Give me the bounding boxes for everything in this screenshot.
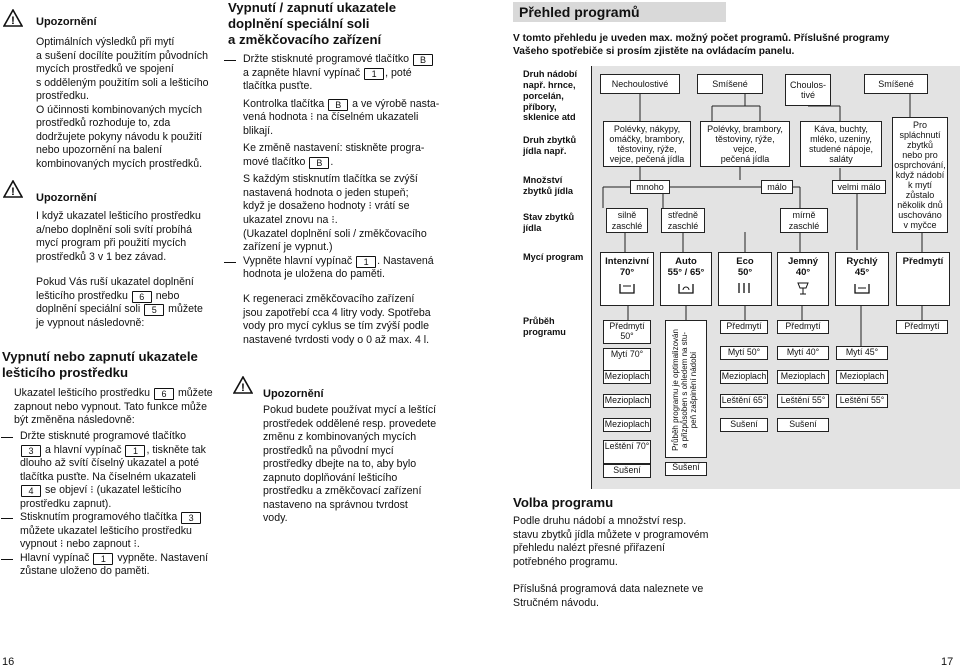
text-line: Druh zbytků <box>523 135 577 145</box>
text-line: mléko, uzeniny, <box>810 133 872 144</box>
text-line: Pokud budete používat mycí a leštící <box>263 404 437 416</box>
text-line: uschováno <box>898 210 942 221</box>
list-item: Hlavní vypínač 1 vypněte. Nastavení zůstane uloženo do paměti. <box>0 552 230 579</box>
text-line: a přizpůsoben s ohledem na stu- <box>679 331 689 449</box>
text-line: prostředků rozhoduje to, zda <box>36 117 171 130</box>
text-line: saláty <box>829 154 853 165</box>
program-box <box>718 252 772 306</box>
text-line: několik dnů <box>897 200 943 211</box>
key-6: 6 <box>154 388 174 400</box>
text-line: omáčky, brambory, <box>609 133 685 144</box>
list-item: Držte stisknuté programové tlačítko 3 a hlavní vypínač 1 , tiskněte tak dlouho až svítí číselný ukazatel a poté tlačítka pusťte. Na číselném ukazateli 4 se objeví ⁝ (ukazatel lešticího prostředku zapnut). <box>0 430 230 511</box>
text-line: mírně <box>792 210 816 221</box>
text-line: spláchnutí <box>899 129 941 140</box>
row-label-progress <box>523 316 566 338</box>
paragraph: K regeneraci změkčovacího zařízení jsou zapotřebí cca 4 litry vody. Spotřeba vody pro mycí cyklus se tím zvýší podle nastavené tvrdosti vody o 0 až max. 4 l. <box>243 293 431 346</box>
program-name: Intenzivní <box>605 256 649 267</box>
category-mixed-2: Smíšené <box>864 74 928 94</box>
text-line: Průběh programu je optimalizován <box>671 329 680 451</box>
text-line: Optimálních výsledků při mytí <box>36 36 175 48</box>
section-title: Vypnutí nebo zapnutí ukazatele lešticího prostředku <box>2 349 198 380</box>
step-box: Mezioplach <box>603 394 651 408</box>
text-line: Druh nádobí <box>523 69 578 79</box>
step-box: Sušení <box>603 464 651 478</box>
text-line: když nádobí <box>895 169 945 180</box>
row-label-program: Mycí program <box>523 252 584 262</box>
text-line: a/nebo doplnění soli svítí probíhá <box>36 223 193 236</box>
page-number: 16 <box>2 656 15 668</box>
step-box: Mezioplach <box>603 370 651 384</box>
text-line: vody. <box>263 512 288 525</box>
paragraph <box>513 515 743 569</box>
list-item: Vypněte hlavní vypínač 1 . Nastavená hodnota je uložena do paměti. <box>223 255 463 282</box>
text-line: příbory, <box>523 101 557 112</box>
program-temp: 40° <box>795 267 811 279</box>
svg-text:!: ! <box>241 382 245 394</box>
text-line: středně <box>667 210 699 221</box>
paragraph <box>513 583 743 610</box>
step-box: Leštění 55° <box>836 394 888 408</box>
program-box <box>896 252 950 306</box>
text-line: Polévky, nákypy, <box>613 123 681 134</box>
warning-paragraph: Pokud Vás ruší ukazatel doplnění lešticího prostředku 6 nebo doplnění speciální soli 5 můžete je vypnout následovně: <box>36 276 203 329</box>
key-b: B <box>413 54 433 66</box>
text-line: nebo upozornění na balení <box>36 144 163 157</box>
text-line: a sušení docílíte použitím původních <box>36 49 208 62</box>
step-box: Mezioplach <box>720 370 768 384</box>
amount-very-little: velmi málo <box>832 180 886 194</box>
category-robust: Nechoulostivé <box>600 74 680 94</box>
warning-title: Upozornění <box>36 16 97 28</box>
step-box: Mezioplach <box>777 370 829 384</box>
step-box: Předmytí <box>720 320 768 334</box>
step-box: Mytí 45° <box>836 346 888 360</box>
text-line: těstoviny, rýže, <box>715 133 775 144</box>
key-4: 4 <box>21 485 41 497</box>
program-name: Předmytí <box>902 256 944 267</box>
state-heavy <box>606 208 648 233</box>
text-line: např. hrnce, <box>523 79 576 90</box>
step-box: Leštění 55° <box>777 394 829 408</box>
text-line: těstoviny, rýže, <box>617 144 677 154</box>
text-line: Polévky, brambory, <box>707 123 783 134</box>
key-1: 1 <box>364 68 384 80</box>
text-line: vejce, <box>733 144 757 154</box>
text-line: stavu zbytků jídla můžete v programovém <box>513 528 709 541</box>
program-temp: 45° <box>854 267 870 279</box>
step-box: Předmytí <box>896 320 948 334</box>
program-name: Jemný <box>787 256 819 267</box>
text-line: pečená jídla <box>720 154 770 165</box>
food-type-4 <box>892 117 948 233</box>
text-line: jídla např. <box>523 145 567 156</box>
text-line: zapnuto doplňování lešticího <box>263 471 398 484</box>
text-line: Podle druhu nádobí a množství resp. <box>513 515 687 527</box>
amount-little: málo <box>761 180 793 194</box>
program-name: Eco <box>736 256 754 267</box>
quick-icon <box>836 282 888 297</box>
key-b: B <box>328 99 348 111</box>
text-line: Množství <box>523 175 563 185</box>
category-mixed: Smíšené <box>697 74 763 94</box>
text-line: studené nápoje, <box>808 144 874 154</box>
step-box: Mytí 50° <box>720 346 768 360</box>
text-line: prostředky dbejte na to, aby bylo <box>263 458 417 471</box>
row-label-food-type <box>523 135 576 157</box>
text-line: změnu z kombinovaných mycích <box>263 431 417 444</box>
program-box <box>835 252 889 306</box>
text-line: přehledu nalézt přesné přiřazení <box>513 542 665 555</box>
section-body: Ukazatel lešticího prostředku 6 můžete zapnout nebo vypnout. Tato funkce může být změněna následovně: <box>14 387 213 427</box>
svg-text:!: ! <box>11 15 15 27</box>
key-1: 1 <box>356 256 376 268</box>
state-medium <box>661 208 705 233</box>
key-1: 1 <box>125 445 145 457</box>
text-line: zaschlé <box>667 220 699 231</box>
step-box: Sušení <box>665 462 707 476</box>
pot-icon <box>601 282 653 297</box>
text-line: programu <box>523 326 566 337</box>
text-line: prostředku. <box>36 90 89 103</box>
step-box: Sušení <box>720 418 768 432</box>
step-box: Leštění 70° <box>603 440 651 464</box>
program-name: Auto <box>675 256 697 267</box>
text-line: s odděleným použitím soli a lešticího <box>36 76 209 89</box>
text-line: dodržujete pokyny návodu k použití <box>36 130 203 143</box>
text-line: prostředků 3 v 1 bez závad. <box>36 250 167 263</box>
program-temp: 70° <box>619 267 635 279</box>
text-line: mycí program při použití mycích <box>36 237 187 250</box>
svg-text:!: ! <box>11 186 15 198</box>
program-name: Rychlý <box>846 256 878 267</box>
program-box <box>777 252 829 306</box>
step-box: Předmytí 50° <box>603 320 651 344</box>
step-box: Mezioplach <box>836 370 888 384</box>
program-temp: 50° <box>737 267 753 279</box>
row-label-state <box>523 212 574 234</box>
key-3: 3 <box>21 445 41 457</box>
text-line: Choulos- <box>789 79 827 90</box>
text-line: zbytků jídla <box>523 185 574 196</box>
category-delicate <box>785 74 831 106</box>
text-line: zaschlé <box>611 220 643 231</box>
step-box: Leštění 65° <box>720 394 768 408</box>
step-box: Mezioplach <box>603 418 651 432</box>
list-item: Stisknutím programového tlačítka 3 můžete ukazatel lešticího prostředku vypnout ⁝ nebo zapnout ⁝. <box>0 511 230 552</box>
auto-program-note <box>665 320 707 458</box>
text-line: porcelán, <box>523 90 564 101</box>
text-line: Pro <box>912 119 927 130</box>
text-line: mycích prostředků ve spojení <box>36 63 174 76</box>
intro-text: V tomto přehledu je uveden max. možný počet programů. Příslušné programy Vašeho spotřebiče si prosím zjistěte na ovládacím panelu. <box>513 33 890 57</box>
amount-much: mnoho <box>630 180 670 194</box>
text-line: zůstalo <box>905 190 935 201</box>
text-line: vejce, pečená jídla <box>609 154 685 165</box>
text-line: tivé <box>800 90 815 100</box>
step-box: Předmytí <box>777 320 829 334</box>
text-line: Průběh <box>523 316 555 326</box>
text-line: silně <box>617 210 637 221</box>
program-box <box>600 252 654 306</box>
text-line: zaschlé <box>788 220 820 231</box>
row-label-dish-type <box>523 69 577 123</box>
text-line: prostředků na původní mycí <box>263 444 394 457</box>
text-line: Stručném návodu. <box>513 596 599 609</box>
text-line: jídla <box>523 222 542 233</box>
glass-icon <box>778 282 828 299</box>
text-line: osprchování, <box>894 159 946 170</box>
section-title: Vypnutí / zapnutí ukazatele doplnění speciální soli a změkčovacího zařízení <box>228 0 397 47</box>
key-b: B <box>309 157 329 169</box>
step-box: Mytí 70° <box>603 348 651 372</box>
state-light <box>780 208 828 233</box>
text-line: v myčce <box>903 220 937 231</box>
text-line: k mytí <box>908 180 932 191</box>
auto-icon <box>661 282 711 297</box>
text-line: Stav zbytků <box>523 212 575 222</box>
key-3: 3 <box>181 512 201 524</box>
key-6: 6 <box>132 291 152 303</box>
page-number: 17 <box>941 656 954 668</box>
text-line: Příslušná programová data naleznete ve <box>513 583 704 595</box>
food-type-2 <box>700 121 790 167</box>
step-box: Sušení <box>777 418 829 432</box>
food-type-1 <box>603 121 691 167</box>
cutlery-icon <box>719 282 771 297</box>
text-line: nebo pro <box>902 149 938 160</box>
text-line: prostředek oddělené resp. provedete <box>263 417 437 430</box>
text-line: Káva, buchty, <box>814 123 868 134</box>
key-5: 5 <box>144 304 164 316</box>
warning-title: Upozornění <box>263 388 324 400</box>
list-item: Držte stisknuté programové tlačítko B a zapněte hlavní vypínač 1 , poté tlačítka pusťte. Kontrolka tlačítka B a ve výrobě nasta- vená hodnota ⁝ na číselném ukazateli blikají. Ke změně nastavení: stiskněte progra- mové tlačítko B . S každým stisknutím tlačítka se zvýší nastavená hodnota o jeden stupeň; když je dosaženo hodnoty ⁝ vrátí se ukazatel znovu na ⁝. (Ukazatel doplnění soli / změkčovacího zařízení je vypnut.) <box>223 53 463 255</box>
food-type-3 <box>800 121 882 167</box>
text-line: potřebného programu. <box>513 555 618 568</box>
section-title: Volba programu <box>513 495 614 510</box>
step-box: Mytí 40° <box>777 346 829 360</box>
text-line: prostředku a změkčovací zařízení <box>263 485 422 498</box>
program-temp: 55° / 65° <box>667 267 705 279</box>
page-banner: Přehled programů <box>513 2 726 22</box>
text-line: I když ukazatel lešticího prostředku <box>36 210 201 222</box>
program-box <box>660 252 712 306</box>
text-line: zbytků <box>906 139 933 150</box>
row-label-amount <box>523 175 573 197</box>
warning-title: Upozornění <box>36 192 97 204</box>
text-line: O účinnosti kombinovaných mycích <box>36 103 203 116</box>
text-line: sklenice atd <box>523 112 576 123</box>
text-line: peň zašpinění nádobí <box>688 351 698 429</box>
text-line: nastaveno na správnou tvrdost <box>263 498 408 511</box>
key-1: 1 <box>93 553 113 565</box>
text-line: kombinovaných mycích prostředků. <box>36 157 203 170</box>
